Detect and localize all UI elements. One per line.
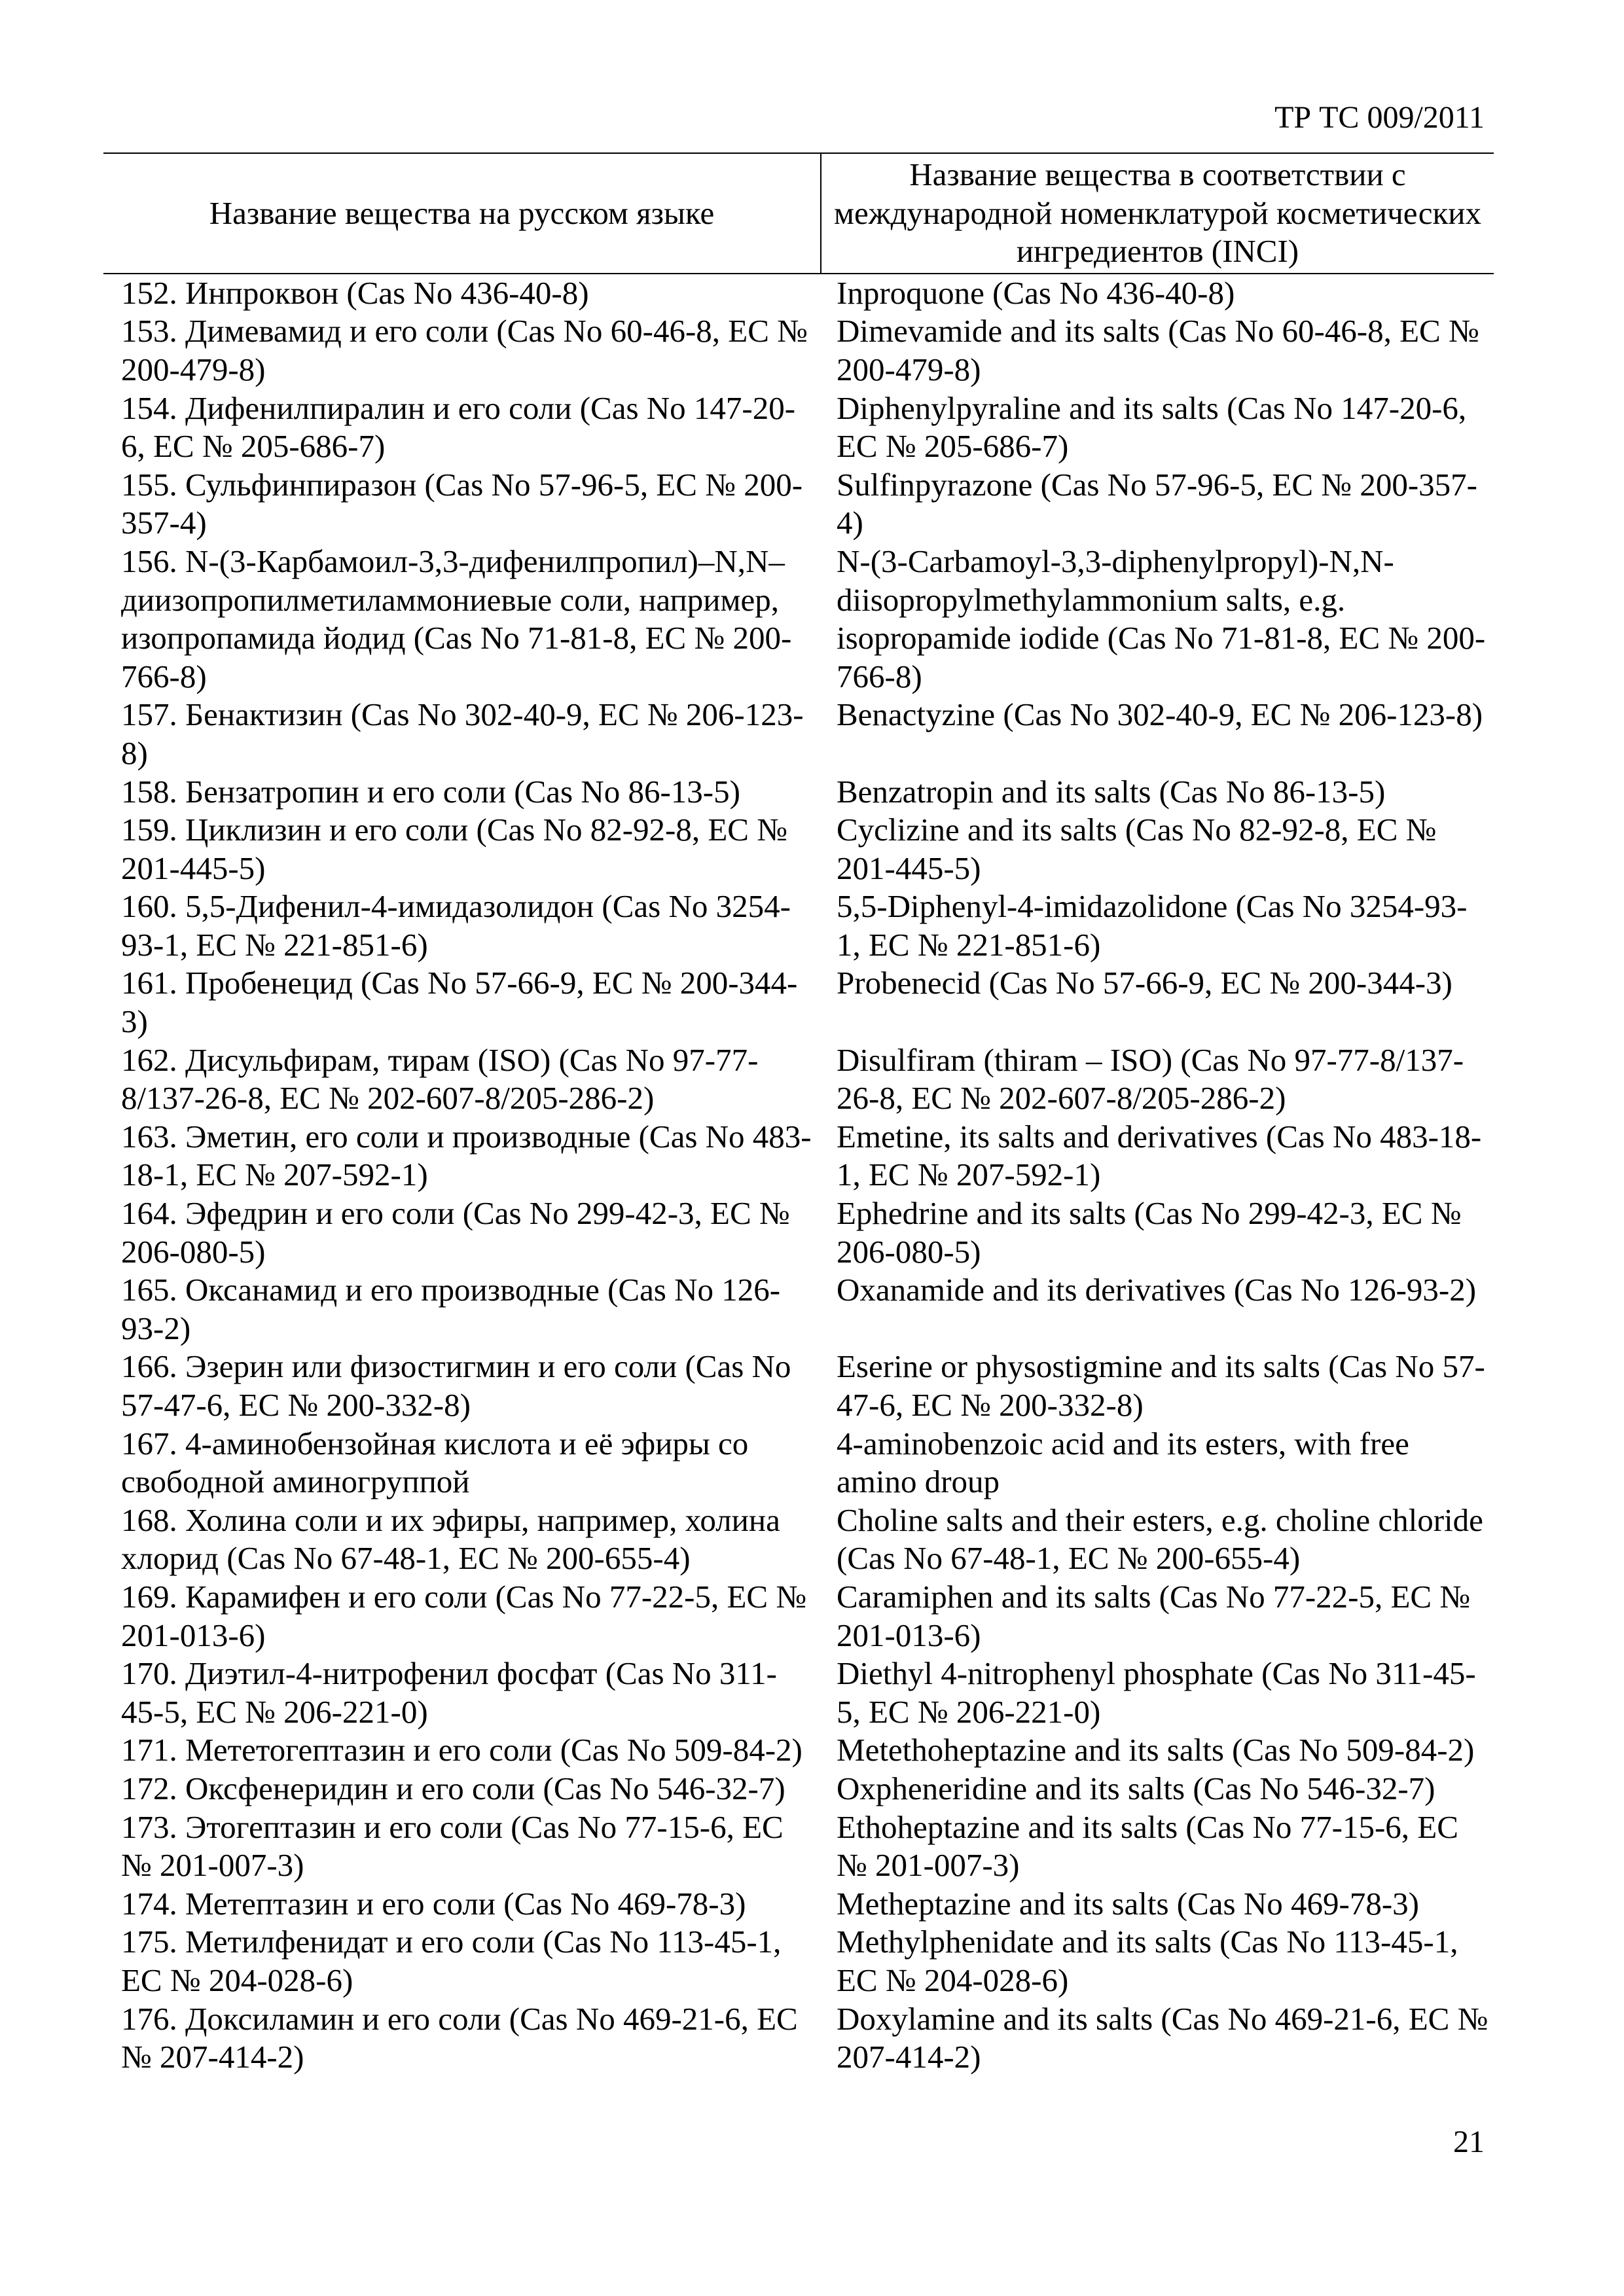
russian-name-cell: 166. Эзерин или физостигмин и его соли (Cas No 57-47-6, EC № 200-332-8) bbox=[121, 1348, 791, 1423]
inci-name-cell: Diphenylpyraline and its salts (Cas No 147-20-6, EC № 205-686-7) bbox=[837, 389, 1467, 465]
table-row bbox=[103, 1425, 1494, 1501]
table-row bbox=[103, 1118, 1494, 1194]
inci-name-cell: Metethoheptazine and its salts (Cas No 509-84-2) bbox=[837, 1732, 1475, 1768]
russian-name-cell: 156. N-(3-Карбамоил-3,3-дифенилпропил)–N,N–диизопропилметиламмониевые соли, например, изопропамида йодид (Cas No 71-81-8, EC № 200-766-8) bbox=[121, 543, 792, 694]
russian-name-cell: 175. Метилфенидат и его соли (Cas No 113-45-1, EC № 204-028-6) bbox=[121, 1924, 782, 1998]
inci-name-cell: Eserine or physostigmine and its salts (Cas No 57-47-6, EC № 200-332-8) bbox=[837, 1348, 1485, 1423]
russian-name-cell: 168. Холина соли и их эфиры, например, холина хлорид (Cas No 67-48-1, EC № 200-655-4) bbox=[121, 1501, 780, 1577]
inci-name-cell: Probenecid (Cas No 57-66-9, EC № 200-344-3) bbox=[837, 965, 1453, 1001]
russian-name-cell: 165. Оксанамид и его производные (Cas No 126-93-2) bbox=[121, 1272, 781, 1346]
table-row bbox=[103, 1348, 1494, 1424]
russian-name-cell: 173. Этогептазин и его соли (Cas No 77-15-6, EC № 201-007-3) bbox=[121, 1808, 784, 1884]
substances-table bbox=[103, 152, 1494, 2077]
inci-name-cell: Disulfiram (thiram – ISO) (Cas No 97-77-8/137-26-8, EC № 202-607-8/205-286-2) bbox=[837, 1041, 1464, 1117]
inci-name-cell: N-(3-Carbamoyl-3,3-diphenylpropyl)-N,N-diisopropylmethylammonium salts, e.g. isopropamide iodide (Cas No 71-81-8, EC № 200-766-8) bbox=[837, 543, 1486, 694]
inci-name-cell: Doxylamine and its salts (Cas No 469-21-6, EC № 207-414-2) bbox=[837, 2000, 1489, 2075]
inci-name-cell: 5,5-Diphenyl-4-imidazolidone (Cas No 3254-93-1, EC № 221-851-6) bbox=[837, 888, 1468, 963]
table-row bbox=[103, 696, 1494, 772]
table-row bbox=[103, 389, 1494, 466]
russian-name-cell: 172. Оксфенеридин и его соли (Cas No 546-32-7) bbox=[121, 1770, 785, 1806]
page-number: 21 bbox=[1453, 2125, 1485, 2159]
russian-name-cell: 160. 5,5-Дифенил-4-имидазолидон (Cas No 3254-93-1, EC № 221-851-6) bbox=[121, 888, 791, 963]
inci-name-cell: Emetine, its salts and derivatives (Cas No 483-18-1, EC № 207-592-1) bbox=[837, 1118, 1482, 1193]
table-row bbox=[103, 811, 1494, 888]
column-header-inci-name: Название вещества в соответствии с международной номенклатурой косметических ингредиентов (INCI) bbox=[821, 153, 1494, 274]
inci-name-cell: Metheptazine and its salts (Cas No 469-78-3) bbox=[837, 1885, 1419, 1922]
inci-name-cell: Cyclizine and its salts (Cas No 82-92-8, EC № 201-445-5) bbox=[837, 812, 1437, 886]
inci-name-cell: Benzatropin and its salts (Cas No 86-13-5) bbox=[837, 773, 1386, 810]
inci-name-cell: Oxpheneridine and its salts (Cas No 546-32-7) bbox=[837, 1770, 1435, 1806]
table-row bbox=[103, 543, 1494, 696]
russian-name-cell: 153. Димевамид и его соли (Cas No 60-46-8, EC № 200-479-8) bbox=[121, 313, 808, 387]
russian-name-cell: 167. 4-аминобензойная кислота и её эфиры со свободной аминогруппой bbox=[121, 1425, 749, 1500]
russian-name-cell: 159. Циклизин и его соли (Cas No 82-92-8, EC № 201-445-5) bbox=[121, 812, 787, 886]
inci-name-cell: Benactyzine (Cas No 302-40-9, EC № 206-123-8) bbox=[837, 696, 1483, 733]
inci-name-cell: Caramiphen and its salts (Cas No 77-22-5, EC № 201-013-6) bbox=[837, 1578, 1471, 1653]
table-row bbox=[103, 1578, 1494, 1655]
table-row bbox=[103, 1501, 1494, 1578]
table-row bbox=[103, 1041, 1494, 1118]
inci-name-cell: Dimevamide and its salts (Cas No 60-46-8, EC № 200-479-8) bbox=[837, 313, 1479, 387]
russian-name-cell: 169. Карамифен и его соли (Cas No 77-22-5, EC № 201-013-6) bbox=[121, 1578, 807, 1653]
russian-name-cell: 155. Сульфинпиразон (Cas No 57-96-5, EC № 200-357-4) bbox=[121, 466, 803, 541]
russian-name-cell: 158. Бензатропин и его соли (Cas No 86-13-5) bbox=[121, 773, 740, 810]
inci-name-cell: Diethyl 4-nitrophenyl phosphate (Cas No 311-45-5, EC № 206-221-0) bbox=[837, 1655, 1476, 1730]
russian-name-cell: 154. Дифенилпиралин и его соли (Cas No 147-20-6, EC № 205-686-7) bbox=[121, 389, 796, 465]
russian-name-cell: 171. Мететогептазин и его соли (Cas No 509-84-2) bbox=[121, 1732, 803, 1768]
russian-name-cell: 152. Инпроквон (Cas No 436-40-8) bbox=[121, 274, 589, 311]
column-header-russian-name: Название вещества на русском языке bbox=[103, 153, 821, 274]
russian-name-cell: 163. Эметин, его соли и производные (Cas No 483-18-1, EC № 207-592-1) bbox=[121, 1118, 812, 1193]
table-header-row bbox=[103, 153, 1494, 274]
inci-name-cell: Ethoheptazine and its salts (Cas No 77-15-6, EC № 201-007-3) bbox=[837, 1808, 1458, 1884]
inci-name-cell: Choline salts and their esters, e.g. choline chloride (Cas No 67-48-1, EC № 200-655-4) bbox=[837, 1501, 1483, 1577]
russian-name-cell: 176. Доксиламин и его соли (Cas No 469-21-6, EC № 207-414-2) bbox=[121, 2000, 798, 2075]
inci-name-cell: 4-aminobenzoic acid and its esters, with free amino droup bbox=[837, 1425, 1409, 1500]
table-row bbox=[103, 2000, 1494, 2077]
inci-name-cell: Inproquone (Cas No 436-40-8) bbox=[837, 274, 1235, 311]
russian-name-cell: 161. Пробенецид (Cas No 57-66-9, EC № 200-344-3) bbox=[121, 965, 798, 1040]
table-row bbox=[103, 312, 1494, 389]
table-row bbox=[103, 1885, 1494, 1924]
russian-name-cell: 174. Метептазин и его соли (Cas No 469-78-3) bbox=[121, 1885, 746, 1922]
russian-name-cell: 157. Бенактизин (Cas No 302-40-9, EC № 206-123-8) bbox=[121, 696, 804, 771]
russian-name-cell: 170. Диэтил-4-нитрофенил фосфат (Cas No 311-45-5, EC № 206-221-0) bbox=[121, 1655, 777, 1730]
inci-name-cell: Sulfinpyrazone (Cas No 57-96-5, EC № 200-357-4) bbox=[837, 466, 1477, 541]
table-row bbox=[103, 964, 1494, 1041]
table-row bbox=[103, 1194, 1494, 1271]
russian-name-cell: 164. Эфедрин и его соли (Cas No 299-42-3, EC № 206-080-5) bbox=[121, 1195, 790, 1270]
inci-name-cell: Ephedrine and its salts (Cas No 299-42-3, EC № 206-080-5) bbox=[837, 1195, 1462, 1270]
russian-name-cell: 162. Дисульфирам, тирам (ISO) (Cas No 97-77-8/137-26-8, EC № 202-607-8/205-286-2) bbox=[121, 1041, 759, 1117]
table-row bbox=[103, 1770, 1494, 1808]
table-row bbox=[103, 274, 1494, 313]
table-row bbox=[103, 1923, 1494, 2000]
inci-name-cell: Methylphenidate and its salts (Cas No 113-45-1, EC № 204-028-6) bbox=[837, 1924, 1458, 1998]
table-row bbox=[103, 888, 1494, 964]
table-row bbox=[103, 466, 1494, 543]
document-id: ТР ТС 009/2011 bbox=[1274, 100, 1485, 135]
table-row bbox=[103, 1271, 1494, 1348]
table-row bbox=[103, 773, 1494, 812]
table-row bbox=[103, 1731, 1494, 1770]
table-body bbox=[103, 274, 1494, 2077]
table-row bbox=[103, 1655, 1494, 1731]
table-row bbox=[103, 1808, 1494, 1885]
inci-name-cell: Oxanamide and its derivatives (Cas No 126-93-2) bbox=[837, 1272, 1477, 1308]
